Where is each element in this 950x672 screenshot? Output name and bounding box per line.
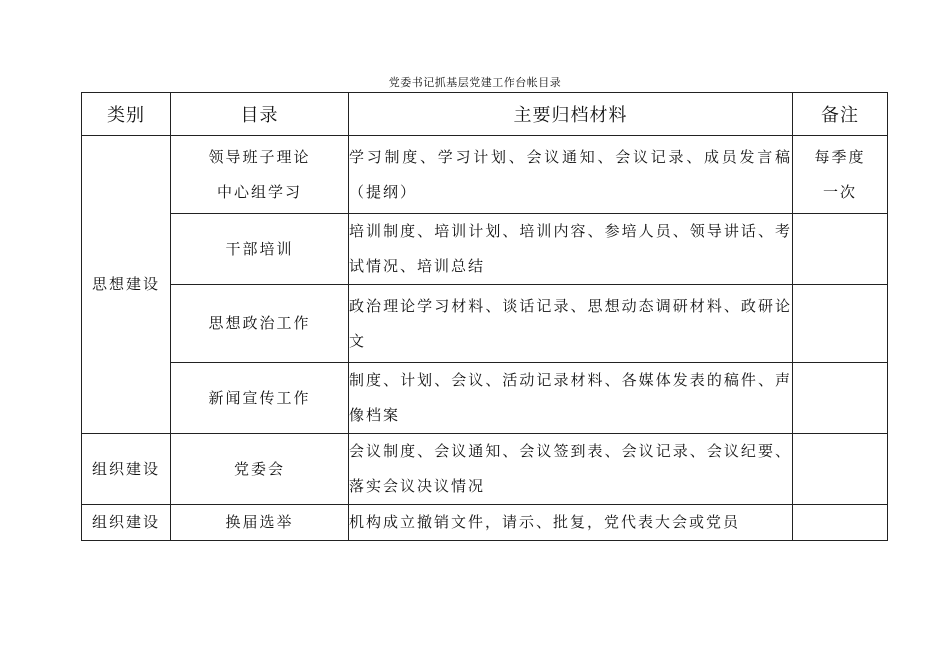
remarks-cell bbox=[793, 214, 888, 285]
directory-cell bbox=[171, 136, 349, 214]
header-category: 类别 bbox=[82, 93, 171, 136]
directory-line: 中心组学习 bbox=[216, 182, 302, 201]
directory-cell: 换届选举 bbox=[171, 505, 349, 541]
ledger-table bbox=[81, 92, 888, 541]
table-row bbox=[82, 285, 888, 363]
header-directory: 目录 bbox=[171, 93, 349, 136]
table-row bbox=[82, 363, 888, 434]
materials-cell: 培训制度、培训计划、培训内容、参培人员、领导讲话、考试情况、培训总结 bbox=[349, 214, 793, 285]
table-row bbox=[82, 434, 888, 505]
directory-cell: 新闻宣传工作 bbox=[171, 363, 349, 434]
category-cell: 组织建设 bbox=[82, 505, 171, 541]
materials-cell: 制度、计划、会议、活动记录材料、各媒体发表的稿件、声像档案 bbox=[349, 363, 793, 434]
remarks-cell bbox=[793, 363, 888, 434]
remarks-cell bbox=[793, 434, 888, 505]
materials-cell: 政治理论学习材料、谈话记录、思想动态调研材料、政研论文 bbox=[349, 285, 793, 363]
remarks-cell bbox=[793, 136, 888, 214]
table-row bbox=[82, 214, 888, 285]
materials-cell: 机构成立撤销文件，请示、批复，党代表大会或党员 bbox=[349, 505, 793, 541]
category-cell: 组织建设 bbox=[82, 434, 171, 505]
directory-cell: 党委会 bbox=[171, 434, 349, 505]
table-row bbox=[82, 136, 888, 214]
remark-line: 一次 bbox=[822, 182, 857, 201]
materials-cell: 学习制度、学习计划、会议通知、会议记录、成员发言稿（提纲） bbox=[349, 136, 793, 214]
directory-cell: 思想政治工作 bbox=[171, 285, 349, 363]
category-cell: 思想建设 bbox=[82, 136, 171, 434]
table-row bbox=[82, 505, 888, 541]
directory-cell: 干部培训 bbox=[171, 214, 349, 285]
directory-line: 领导班子理论 bbox=[208, 147, 311, 166]
materials-cell: 会议制度、会议通知、会议签到表、会议记录、会议纪要、落实会议决议情况 bbox=[349, 434, 793, 505]
remark-line: 每季度 bbox=[814, 147, 866, 166]
remarks-cell bbox=[793, 285, 888, 363]
header-materials: 主要归档材料 bbox=[349, 93, 793, 136]
table-header-row bbox=[82, 93, 888, 136]
header-remarks: 备注 bbox=[793, 93, 888, 136]
remarks-cell bbox=[793, 505, 888, 541]
document-title: 党委书记抓基层党建工作台帐目录 bbox=[388, 76, 562, 89]
